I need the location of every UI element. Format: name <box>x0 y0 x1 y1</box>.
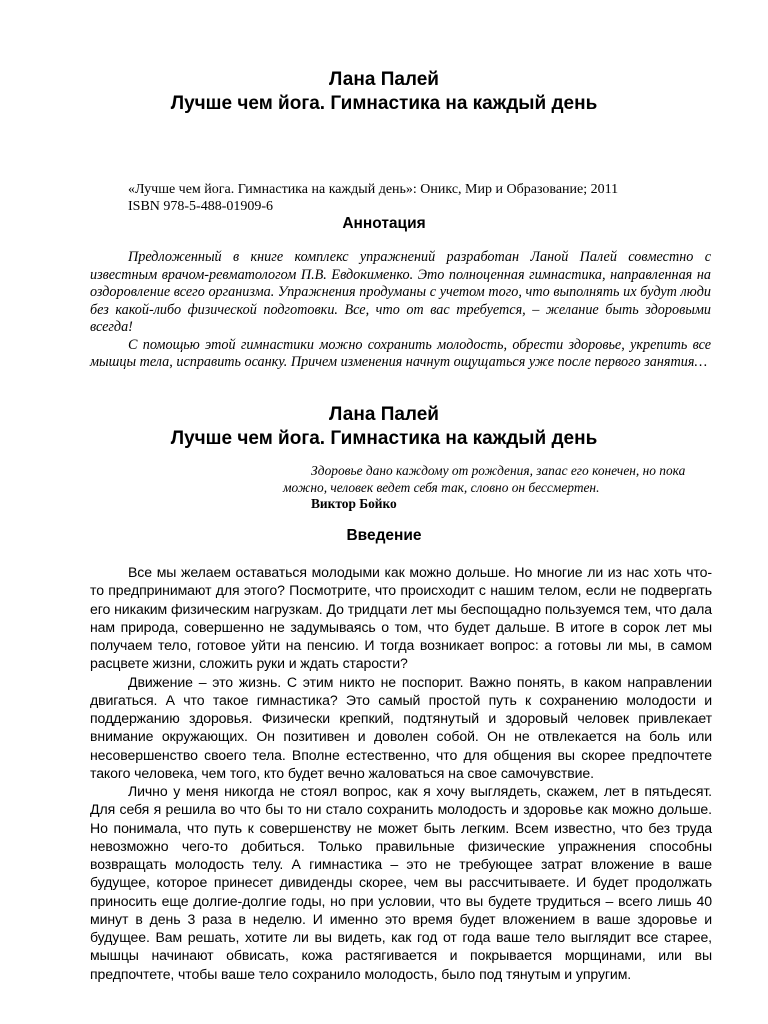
introduction-heading: Введение <box>346 527 422 544</box>
annotation-paragraph: Предложенный в книге комплекс упражнений разработан Ланой Палей совместно с известным врачом-ревматологом П.В. Евдокименко. Это полноценная гимнастика, направленная на оздоровление всего организма. Упражнения продуманы с учетом того, что выполнять их будут люди без какой-либо физической подготовки. Все, что от вас требуется, – желание быть здоровыми всегда! <box>90 249 711 335</box>
isbn: ISBN 978-5-488-01909-6 <box>128 199 274 214</box>
author-name: Лана Палей <box>329 404 439 425</box>
annotation-text <box>90 249 711 372</box>
annotation-paragraph: С помощью этой гимнастики можно сохранить молодость, обрести здоровье, укрепить все мышцы тела, исправить осанку. Причем изменения начнут ощущаться уже после первого занятия… <box>90 336 711 370</box>
author-name: Лана Палей <box>329 69 439 90</box>
source-citation: «Лучше чем йога. Гимнастика на каждый день»: Оникс, Мир и Образование; 2011 <box>128 182 619 197</box>
book-title: Лучше чем йога. Гимнастика на каждый день <box>170 428 598 449</box>
introduction-text <box>90 563 712 983</box>
book-title: Лучше чем йога. Гимнастика на каждый день <box>170 93 598 114</box>
epigraph-text: Здоровье дано каждому от рождения, запас его конечен, но пока можно, человек ведет себя так, словно он бессмертен. <box>283 463 686 495</box>
epigraph-author: Виктор Бойко <box>311 496 397 511</box>
introduction-paragraph: Все мы желаем оставаться молодыми как можно дольше. Но многие ли из нас хоть что-то предпринимают для этого? Посмотрите, что происходит с нашим телом, если не подвергать его никаким физическим нагрузкам. До тридцати лет мы беспощадно пользуемся тем, что дала нам природа, совершенно не задумываясь о том, что будет дальше. В итоге в сорок лет мы получаем тело, готовое уйти на пенсию. И тогда возникает вопрос: а готовы ли мы, в самом расцвете жизни, сложить руки и ждать старости? <box>90 564 712 672</box>
epigraph <box>283 463 713 496</box>
introduction-paragraph: Лично у меня никогда не стоял вопрос, как я хочу выглядеть, скажем, лет в пятьдесят. Для себя я решила во что бы то ни стало сохранить молодость и здоровье как можно дольше. Но понимала, что путь к совершенству не может быть легким. Всем известно, что без труда невозможно чего-то добиться. Только правильные физические упражнения способны возвращать молодость телу. А гимнастика – это не требующее затрат вложение в ваше будущее, которое принесет дивиденды скорее, чем вы рассчитываете. И будет продолжать приносить еще долгие-долгие годы, но при условии, что вы будете трудиться – всего лишь 40 минут в день 3 раза в неделю. И именно это время будет вложением в ваше здоровье и будущее. Вам решать, хотите ли вы видеть, как год от года ваше тело выглядит все старее, мышцы начинают обвисать, кожа растягивается и покрывается морщинами, или вы предпочтете, чтобы ваше тело сохранило молодость, было под тянутым и упругим. <box>90 783 712 982</box>
annotation-heading: Аннотация <box>342 215 426 232</box>
introduction-paragraph: Движение – это жизнь. С этим никто не поспорит. Важно понять, в каком направлении двигаться. А что такое гимнастика? Это самый простой путь к сохранению молодости и поддержанию здоровья. Физически крепкий, подтянутый и здоровый человек привлекает внимание окружающих. Он позитивен и доволен собой. Он не отвлекается на боль или несовершенство своего тела. Вполне естественно, что для общения вы скорее предпочтете такого человека, чем того, кто будет вечно жаловаться на свое самочувствие. <box>90 673 712 781</box>
